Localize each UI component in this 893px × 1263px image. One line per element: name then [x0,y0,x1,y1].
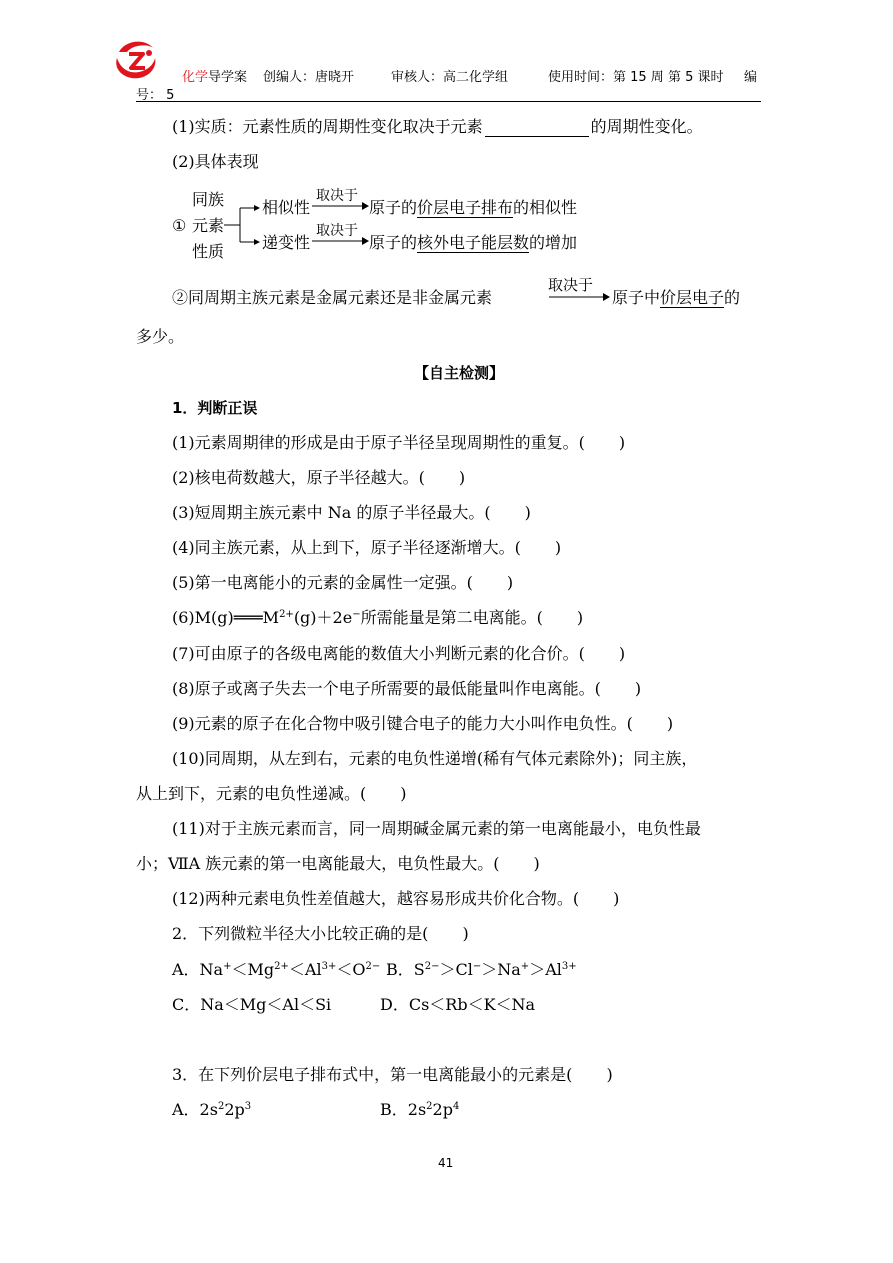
school-logo-icon [111,38,159,80]
judgment-8: (8)原子或离子失去一个电子所需要的最低能量叫作电离能。( ) [172,679,642,698]
judgment-3: (3)短周期主族元素中 Na 的原子半径最大。( ) [172,503,531,522]
essence-prefix: (1)实质：元素性质的周期性变化取决于元素 [172,117,483,136]
item2-arrow-icon [547,292,613,302]
judgment-10-line-2: 从上到下，元素的电负性递减。( ) [136,784,407,803]
essence-line [172,117,703,137]
header-number-value: 5 [166,88,175,103]
page-number: 41 [438,1156,454,1170]
q3-stem: 3．在下列价层电子排布式中，第一电离能最小的元素是( ) [172,1065,613,1084]
diagram-left-line-3: 性质 [192,242,225,261]
diagram-left-line-2: 元素 [192,216,225,235]
judgment-12: (12)两种元素电负性差值越大，越容易形成共价化合物。( ) [172,889,620,908]
item2-prefix: ②同周期主族元素是金属元素还是非金属元素 [172,288,493,307]
diagram-bottom-arrow-icon [310,236,370,246]
item2-suffix-a: 原子中 [612,288,661,307]
judgment-6: $(6)M(g)═══M^{2+}(g)+2e^-$所需能量是第二电离能。( ) [172,608,584,627]
essence-suffix: 的周期性变化。 [590,117,703,136]
judgment-4: (4)同主族元素，从上到下，原子半径逐渐增大。( ) [172,538,562,557]
q2-stem: 2．下列微粒半径大小比较正确的是( ) [172,924,469,943]
judgment-1: (1)元素周期律的形成是由于原子半径呈现周期性的重复。( ) [172,433,626,452]
diagram-top-arrow-icon [310,201,370,211]
header-title [182,66,247,85]
q2-option-c: C．Na＜Mg＜Al＜Si [172,995,332,1014]
q3-option-a: A．$2s^22p^3$ [172,1100,252,1119]
diagram-top-prop: 相似性 [262,198,311,217]
diagram-bracket [224,200,264,250]
header-author: 创编人：唐晓开 [263,70,355,85]
diagram-bottom-result-prefix: 原子的 [369,233,418,252]
diagram-top-result [369,198,577,218]
item2-suffix-b: 的 [724,288,741,307]
essence-blank[interactable] [485,120,589,137]
judgment-11-line-2: 小；ⅦA 族元素的第一电离能最大，电负性最大。( ) [136,854,540,873]
diagram-bottom-result-underlined: 核外电子能层数 [417,233,530,252]
header-hao: 号： [136,88,163,103]
diagram-bottom-prop: 递变性 [262,233,311,252]
item2-arrow-label: 取决于 [548,276,594,294]
q2-option-b: B．$S^{2-}>Cl^->Na^+>Al^{3+}$ [386,960,577,979]
judgment-2: (2)核电荷数越大，原子半径越大。( ) [172,468,466,487]
section-title: 【自主检测】 [414,364,505,382]
diagram-top-arrow-label: 取决于 [316,188,358,204]
q3-option-b: B．$2s^22p^4$ [380,1100,460,1119]
diagram-top-result-underlined: 价层电子排布 [417,198,514,217]
header-title-red: 化学 [182,70,209,85]
q2-option-d: D．Cs＜Rb＜K＜Na [380,995,536,1014]
item2-wrap: 多少。 [136,327,185,346]
manifest-title: (2)具体表现 [172,152,259,171]
q1-title: 1．判断正误 [172,399,258,417]
diagram-top-result-suffix: 的相似性 [513,198,578,217]
item2-suffix-underlined: 价层电子 [660,288,725,307]
diagram-circle: ① [172,216,187,235]
item2-suffix [612,288,740,308]
header-reviewer: 审核人：高二化学组 [391,70,509,85]
judgment-9: (9)元素的原子在化合物中吸引键合电子的能力大小叫作电负性。( ) [172,714,674,733]
diagram-top-result-prefix: 原子的 [369,198,418,217]
diagram-bottom-result [369,233,577,253]
judgment-7: (7)可由原子的各级电离能的数值大小判断元素的化合价。( ) [172,644,626,663]
diagram-bottom-result-suffix: 的增加 [529,233,578,252]
judgment-5: (5)第一电离能小的元素的金属性一定强。( ) [172,573,514,592]
header-bian: 编 [744,70,758,85]
judgment-11-line-1: (11)对于主族元素而言，同一周期碱金属元素的第一电离能最小，电负性最 [172,819,701,838]
header-title-rest: 导学案 [208,70,248,85]
q2-option-a: A．$Na^+<Mg^{2+}<Al^{3+}<O^{2-}$ [172,960,381,979]
judgment-10-line-1: (10)同周期，从左到右，元素的电负性递增(稀有气体元素除外)；同主族， [172,749,698,768]
header-time: 使用时间：第 15 周 第 5 课时 [548,70,724,85]
diagram-bottom-arrow-label: 取决于 [316,223,358,239]
header-rule [136,101,761,102]
diagram-left-line-1: 同族 [192,190,225,209]
